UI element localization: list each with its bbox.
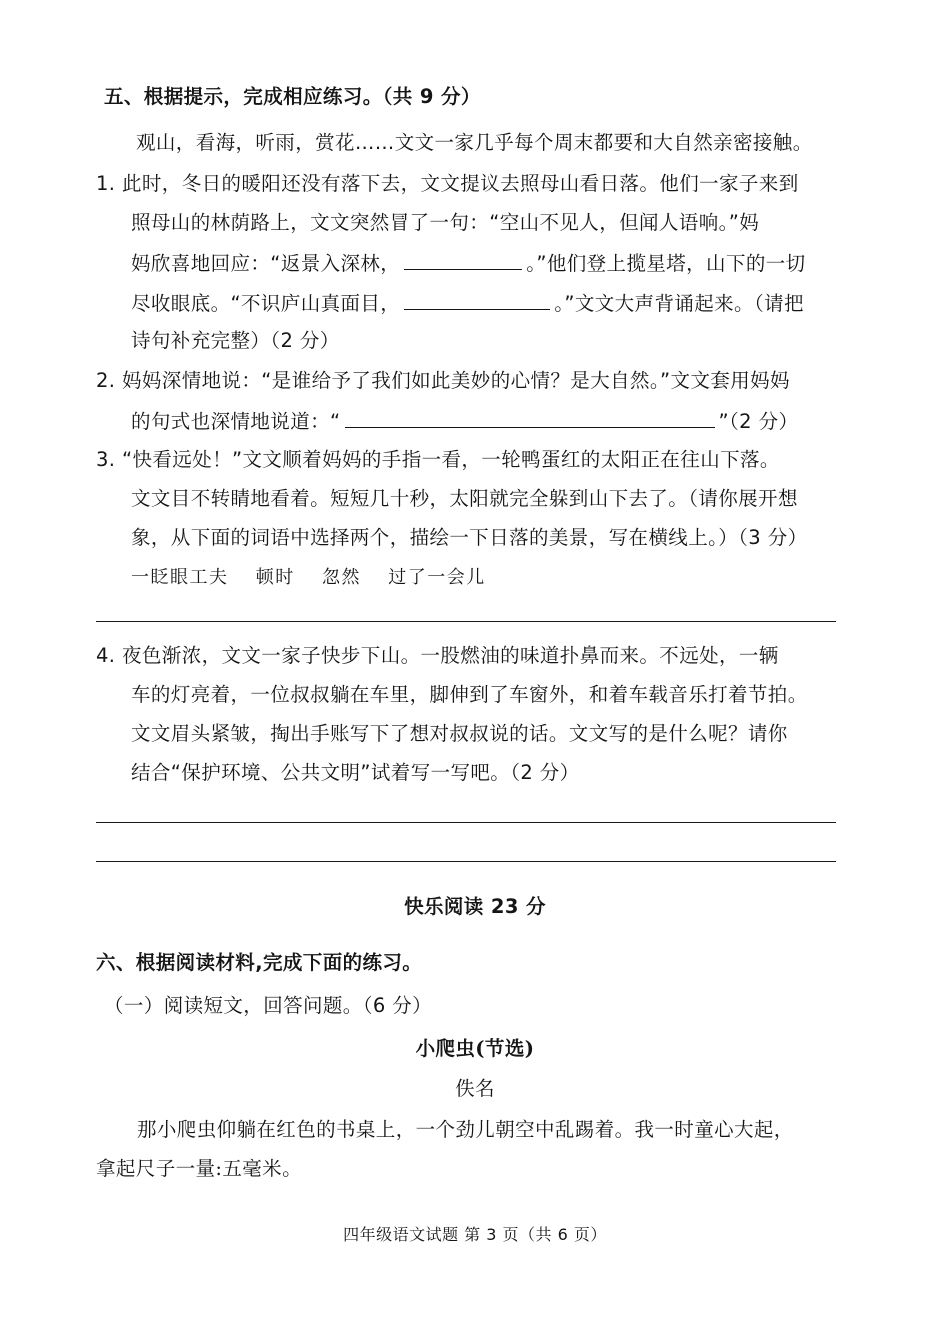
q3-option-3: 忽然 [321, 567, 361, 588]
answer-blank-q1a[interactable] [404, 249, 522, 270]
q1-line4-prefix: 尽收眼底。“不识庐山真面目， [131, 292, 401, 315]
answer-line-q3[interactable] [96, 621, 836, 622]
q2-line2 [131, 407, 950, 435]
q2-line2-suffix: ”（2 分） [718, 410, 799, 433]
reading-title: 快乐阅读 23 分 [404, 895, 546, 918]
answer-blank-q2[interactable] [345, 407, 715, 428]
q2-line2-prefix: 的句式也深情地说道：“ [131, 410, 341, 433]
article-author: 佚名 [455, 1077, 495, 1100]
q4-line1: 4. 夜色渐浓，文文一家子快步下山。一股燃油的味道扑鼻而来。不远处，一辆 [96, 644, 779, 667]
q4-line4: 结合“保护环境、公共文明”试着写一写吧。（2 分） [131, 761, 580, 784]
q3-option-2: 顿时 [255, 567, 295, 588]
q1-line3-prefix: 妈欣喜地回应：“返景入深林， [131, 252, 401, 275]
article-paragraph-line2: 拿起尺子一量:五毫米。 [96, 1157, 302, 1180]
section6-heading: 六、根据阅读材料,完成下面的练习。 [96, 951, 423, 974]
q1-line3 [131, 249, 950, 277]
answer-line-q4-1[interactable] [96, 822, 836, 823]
q1-line1: 1. 此时，冬日的暖阳还没有落下去，文文提议去照母山看日落。他们一家子来到 [96, 172, 799, 195]
q4-line3: 文文眉头紧皱，掏出手账写下了想对叔叔说的话。文文写的是什么呢？请你 [131, 722, 788, 745]
q3-line2: 文文目不转睛地看着。短短几十秒，太阳就完全躲到山下去了。（请你展开想 [131, 487, 798, 510]
page-footer: 四年级语文试题 第 3 页（共 6 页） [343, 1225, 607, 1244]
answer-blank-q1b[interactable] [404, 289, 550, 310]
q1-line3-suffix: 。”他们登上揽星塔，山下的一切 [526, 252, 806, 275]
part1-heading: （一）阅读短文，回答问题。（6 分） [104, 994, 433, 1017]
q3-line3: 象，从下面的词语中选择两个，描绘一下日落的美景，写在横线上。）（3 分） [131, 526, 808, 549]
article-title: 小爬虫(节选) [415, 1037, 535, 1060]
q4-line2: 车的灯亮着，一位叔叔躺在车里，脚伸到了车窗外，和着车载音乐打着节拍。 [131, 683, 808, 706]
q3-word-options [131, 565, 950, 591]
q1-line5: 诗句补充完整）（2 分） [131, 329, 340, 352]
q1-line4 [131, 289, 950, 317]
q3-option-1: 一眨眼工夫 [131, 567, 229, 588]
q3-line1: 3. “快看远处！”文文顺着妈妈的手指一看，一轮鸭蛋红的太阳正在往山下落。 [96, 448, 780, 471]
section5-intro: 观山，看海，听雨，赏花……文文一家几乎每个周末都要和大自然亲密接触。 [136, 131, 813, 154]
q1-line2: 照母山的林荫路上，文文突然冒了一句：“空山不见人，但闻人语响。”妈 [131, 211, 760, 234]
article-paragraph-line1: 那小爬虫仰躺在红色的书桌上，一个劲儿朝空中乱踢着。我一时童心大起， [137, 1118, 794, 1141]
q3-option-4: 过了一会儿 [388, 567, 486, 588]
q2-line1: 2. 妈妈深情地说：“是谁给予了我们如此美妙的心情？是大自然。”文文套用妈妈 [96, 369, 790, 392]
section5-heading: 五、根据提示，完成相应练习。（共 9 分） [104, 85, 481, 108]
q1-line4-suffix: 。”文文大声背诵起来。（请把 [554, 292, 804, 315]
answer-line-q4-2[interactable] [96, 861, 836, 862]
